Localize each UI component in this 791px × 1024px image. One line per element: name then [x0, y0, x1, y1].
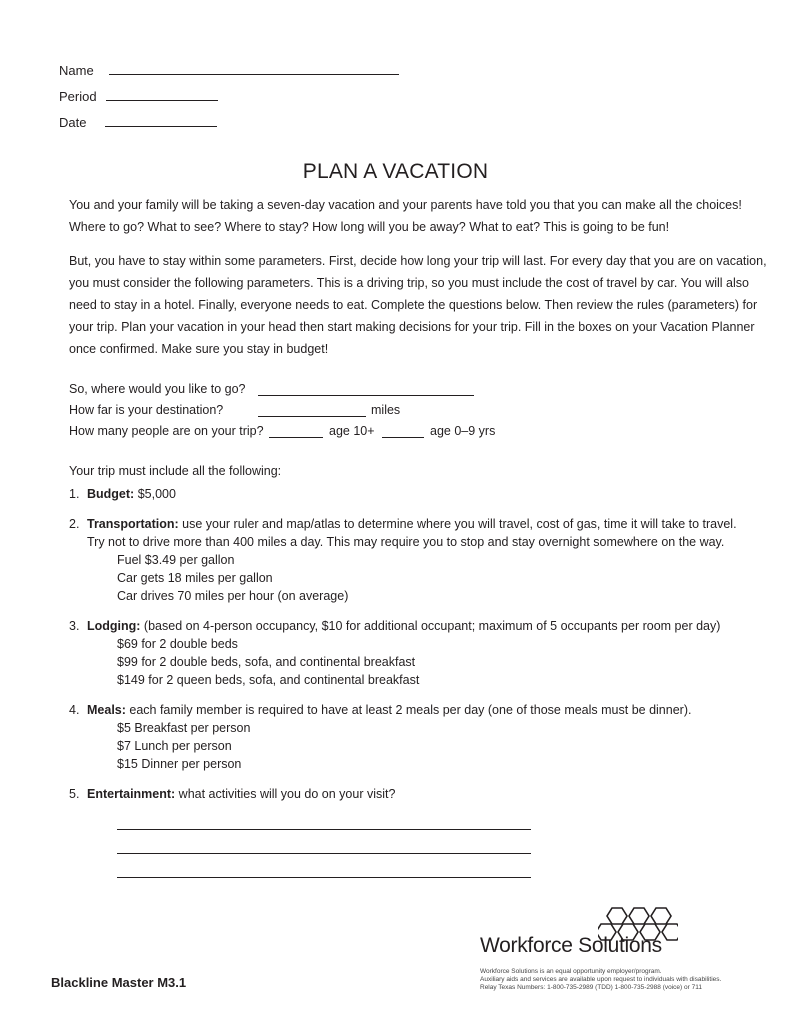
transport-sub-3: Car drives 70 miles per hour (on average) [117, 589, 349, 603]
transport-sub-1: Fuel $3.49 per gallon [117, 553, 235, 567]
entertainment-line-1[interactable] [117, 829, 531, 830]
intro-paragraph-1: You and your family will be taking a seven-day vacation and your parents have told you that you can make all the choices! Where to go? What to see? Where to stay? How long will you be away? What to eat? This is going to be fun! [69, 198, 742, 234]
rule-budget-label: Budget: [87, 487, 135, 501]
page-title: PLAN A VACATION [302, 160, 489, 183]
rules-intro: Your trip must include all the following: [69, 464, 282, 478]
distance-blank[interactable] [258, 404, 366, 417]
rule-budget: 1. Budget: $5,000 [69, 487, 176, 501]
meals-sub-1: $5 Breakfast per person [117, 721, 251, 735]
rule-lodging-label: Lodging: [87, 619, 141, 633]
lodging-sub-2: $99 for 2 double beds, sofa, and continental breakfast [117, 655, 416, 669]
people-adult-label: age 10+ [329, 424, 375, 438]
rule-transportation-cont: Try not to drive more than 400 miles a day. This may require you to stop and stay overnight somewhere on the way. [87, 535, 725, 549]
period-blank[interactable] [106, 88, 218, 101]
distance-unit: miles [371, 403, 401, 417]
transport-sub-2: Car gets 18 miles per gallon [117, 571, 273, 585]
entertainment-line-2[interactable] [117, 853, 531, 854]
entertainment-line-3[interactable] [117, 877, 531, 878]
date-label: Date [59, 115, 87, 130]
name-blank[interactable] [109, 62, 399, 75]
blackline-master-label: Blackline Master M3.1 [51, 975, 187, 990]
meals-sub-2: $7 Lunch per person [117, 739, 232, 753]
rule-lodging: 3. Lodging: (based on 4-person occupancy, $10 for additional occupant; maximum of 5 occupants per room per day) [69, 619, 721, 633]
people-child-label: age 0–9 yrs [430, 424, 496, 438]
intro-paragraph-2: But, you have to stay within some parameters. First, decide how long your trip will last. For every day that you are on vacation, you must consider the following parameters. This is a driving trip, so you must include the cost of travel by car. You will also need to stay in a hotel. Finally, everyone needs to eat. Complete the questions below. Then review the rules (parameters) for your trip. Plan your vacation in your head then start making decisions for your trip. Fill in the boxes on your Vacation Planner once confirmed. Make sure you stay in budget! [69, 254, 767, 356]
lodging-sub-3: $149 for 2 queen beds, sofa, and continental breakfast [117, 673, 420, 687]
destination-blank[interactable] [258, 383, 474, 396]
period-field[interactable] [59, 88, 218, 104]
rule-entertainment: 5. Entertainment: what activities will you do on your visit? [69, 787, 396, 801]
footer-fine-print: Workforce Solutions is an equal opportunity employer/program. Auxiliary aids and services are available upon request to individuals with disabilities. Relay Texas Numbers: 1-800-735-2989 (TDD) 1-800-735-2988 (voice) or 711 [480, 968, 722, 991]
question-destination: So, where would you like to go? [69, 382, 246, 396]
period-label: Period [59, 89, 97, 104]
rule-transportation: 2. Transportation: use your ruler and map/atlas to determine where you will travel, cost of gas, time it will take to travel. [69, 517, 737, 531]
lodging-sub-1: $69 for 2 double beds [117, 637, 238, 651]
workforce-solutions-logo-text: Workforce Solutions [480, 934, 662, 957]
rule-meals: 4. Meals: each family member is required to have at least 2 meals per day (one of those meals must be dinner). [69, 703, 692, 717]
rule-meals-label: Meals: [87, 703, 126, 717]
people-adult-blank[interactable] [269, 425, 323, 438]
question-distance: How far is your destination? [69, 403, 224, 417]
rule-transportation-label: Transportation: [87, 517, 179, 531]
name-label: Name [59, 63, 94, 78]
people-child-blank[interactable] [382, 425, 424, 438]
date-blank[interactable] [105, 114, 217, 127]
meals-sub-3: $15 Dinner per person [117, 757, 242, 771]
question-people: How many people are on your trip? [69, 424, 264, 438]
rule-entertainment-label: Entertainment: [87, 787, 176, 801]
date-field[interactable] [59, 114, 217, 130]
name-field[interactable] [59, 62, 399, 78]
